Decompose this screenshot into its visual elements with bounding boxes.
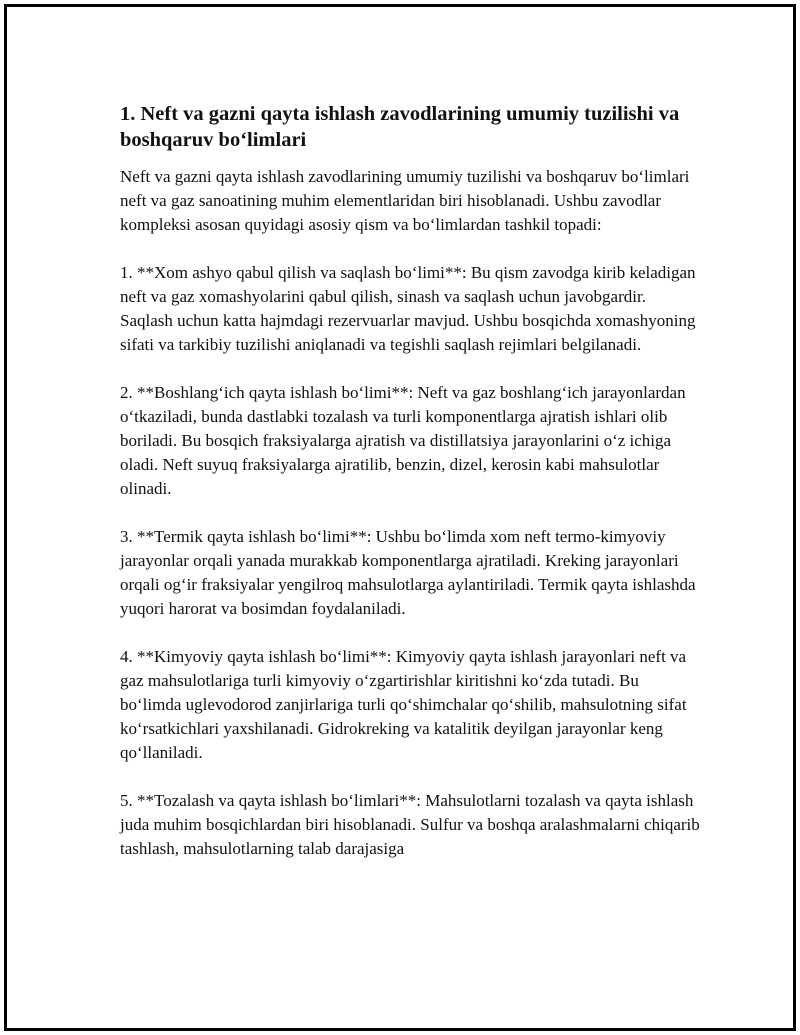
intro-paragraph: Neft va gazni qayta ishlash zavodlarining umumiy tuzilishi va boshqaruv bo‘limlari neft va gaz sanoatining muhim elementlaridan biri hisoblanadi. Ushbu zavodlar kompleksi asosan quyidagi asosiy qism va bo‘limlardan tashkil topadi: xyxy=(120,167,690,234)
paragraph-primary-processing-department: 2. **Boshlang‘ich qayta ishlash bo‘limi**: Neft va gaz boshlang‘ich jarayonlardan o‘tkaziladi, bunda dastlabki tozalash va turli komponentlarga ajratish ishlari olib boriladi. Bu bosqich fraksiyalarga ajratish va distillatsiya jarayonlarini o‘z ichiga oladi. Neft suyuq fraksiyalarga ajratilib, benzin, dizel, kerosin kabi mahsulotlar olinadi. xyxy=(120,383,686,498)
document-body xyxy=(120,97,700,861)
paragraph-raw-material-department: 1. **Xom ashyo qabul qilish va saqlash bo‘limi**: Bu qism zavodga kirib keladigan neft va gaz xomashyolarini qabul qilish, sinash va saqlash uchun javobgardir. Saqlash uchun katta hajmdagi rezervuarlar mavjud. Ushbu bosqichda xomashyoning sifati va tarkibiy tuzilishi aniqlanadi va tegishli saqlash rejimlari belgilanadi. xyxy=(120,263,696,354)
paragraph-chemical-processing-department: 4. **Kimyoviy qayta ishlash bo‘limi**: Kimyoviy qayta ishlash jarayonlari neft va gaz mahsulotlariga turli kimyoviy o‘zgartirishlar kiritishni ko‘zda tutadi. Bu bo‘limda uglevodorod zanjirlariga turli qo‘shimchalar qo‘shilib, mahsulotning sifat ko‘rsatkichlari yaxshilanadi. Gidrokreking va katalitik deyilgan jarayonlar keng qo‘llaniladi. xyxy=(120,647,687,762)
paragraph-cleaning-processing-department: 5. **Tozalash va qayta ishlash bo‘limlari**: Mahsulotlarni tozalash va qayta ishlash juda muhim bosqichlardan biri hisoblanadi. Sulfur va boshqa aralashmalarni chiqarib tashlash, mahsulotlarning talab darajasiga xyxy=(120,791,700,858)
paragraph-thermal-processing-department: 3. **Termik qayta ishlash bo‘limi**: Ushbu bo‘limda xom neft termo-kimyoviy jarayonlar orqali yanada murakkab komponentlarga ajratiladi. Kreking jarayonlari orqali og‘ir fraksiyalar yengilroq mahsulotlarga aylantiriladi. Termik qayta ishlashda yuqori harorat va bosimdan foydalaniladi. xyxy=(120,527,696,618)
page-frame xyxy=(4,4,796,1031)
section-heading: 1. Neft va gazni qayta ishlash zavodlarining umumiy tuzilishi va boshqaruv bo‘limlari xyxy=(120,103,680,151)
